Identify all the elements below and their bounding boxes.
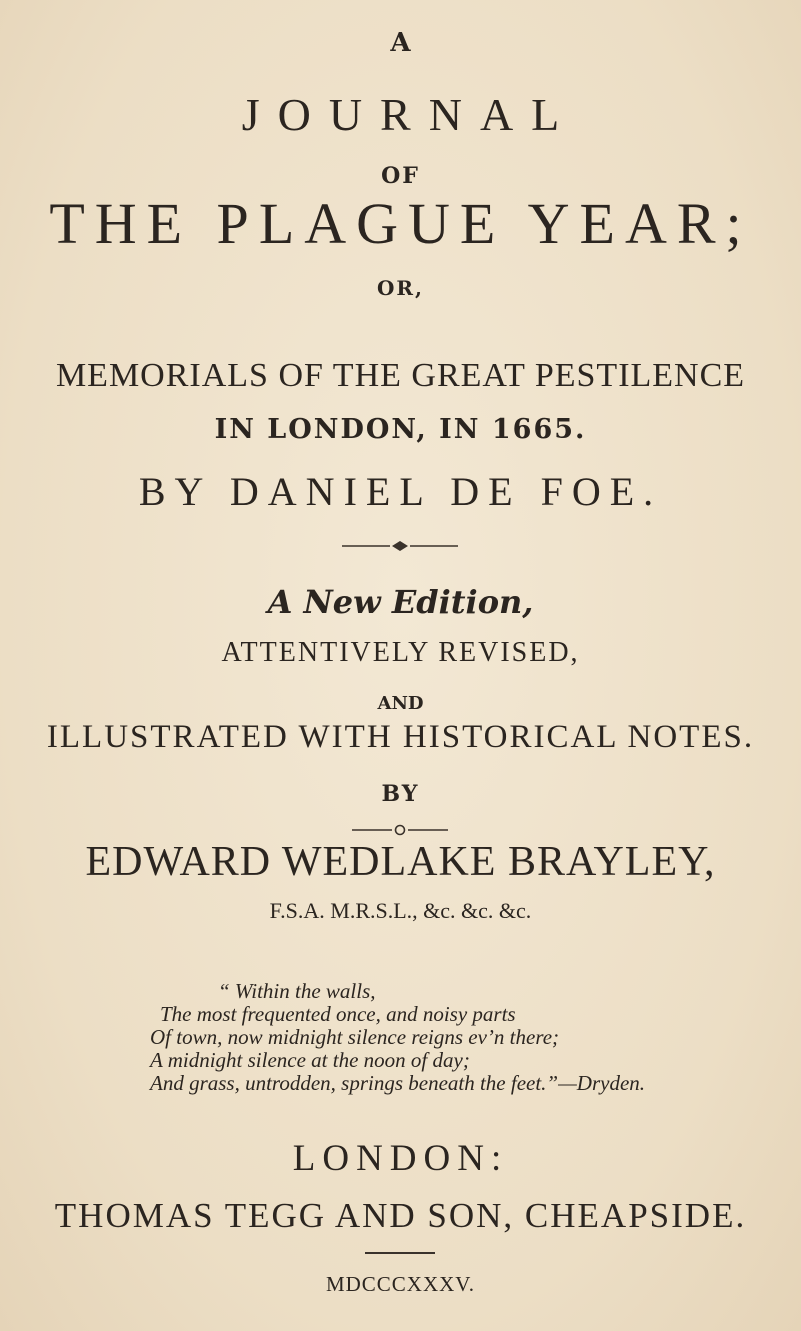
title-article: A	[390, 28, 411, 58]
imprint-publisher: THOMAS TEGG AND SON, CHEAPSIDE.	[54, 1196, 747, 1235]
title-or: OR,	[376, 276, 424, 300]
author-line: BY DANIEL DE FOE.	[138, 469, 663, 514]
imprint-city: LONDON:	[292, 1138, 509, 1179]
place-year: IN LONDON, IN 1665.	[214, 414, 587, 445]
title-of: OF	[381, 163, 420, 189]
ornament-divider	[338, 539, 462, 553]
by-label: BY	[381, 781, 420, 807]
illustrated-label: ILLUSTRATED WITH HISTORICAL NOTES.	[46, 719, 755, 755]
subtitle: MEMORIALS OF THE GREAT PESTILENCE	[55, 357, 746, 394]
epigraph-line: A midnight silence at the noon of day;	[150, 1048, 470, 1072]
epigraph-line: And grass, untrodden, springs beneath the feet.”—Dryden.	[150, 1071, 646, 1095]
imprint-date: MDCCCXXXV.	[325, 1272, 476, 1296]
editor-name: EDWARD WEDLAKE BRAYLEY,	[85, 839, 716, 885]
main-title: THE PLAGUE YEAR;	[49, 191, 752, 256]
title-journal: JOURNAL	[241, 89, 578, 140]
ornament-divider	[338, 823, 462, 837]
epigraph-line: Of town, now midnight silence reigns ev’n there;	[150, 1025, 560, 1049]
epigraph	[150, 980, 710, 1095]
imprint-rule	[365, 1252, 435, 1254]
epigraph-line: The most frequented once, and noisy parts	[160, 1002, 516, 1026]
revised-label: ATTENTIVELY REVISED,	[221, 637, 580, 668]
edition-label: A New Edition,	[267, 583, 534, 621]
epigraph-line: “ Within the walls,	[218, 979, 376, 1003]
and-label: AND	[377, 693, 424, 714]
editor-credentials: F.S.A. M.R.S.L., &c. &c. &c.	[269, 898, 532, 923]
